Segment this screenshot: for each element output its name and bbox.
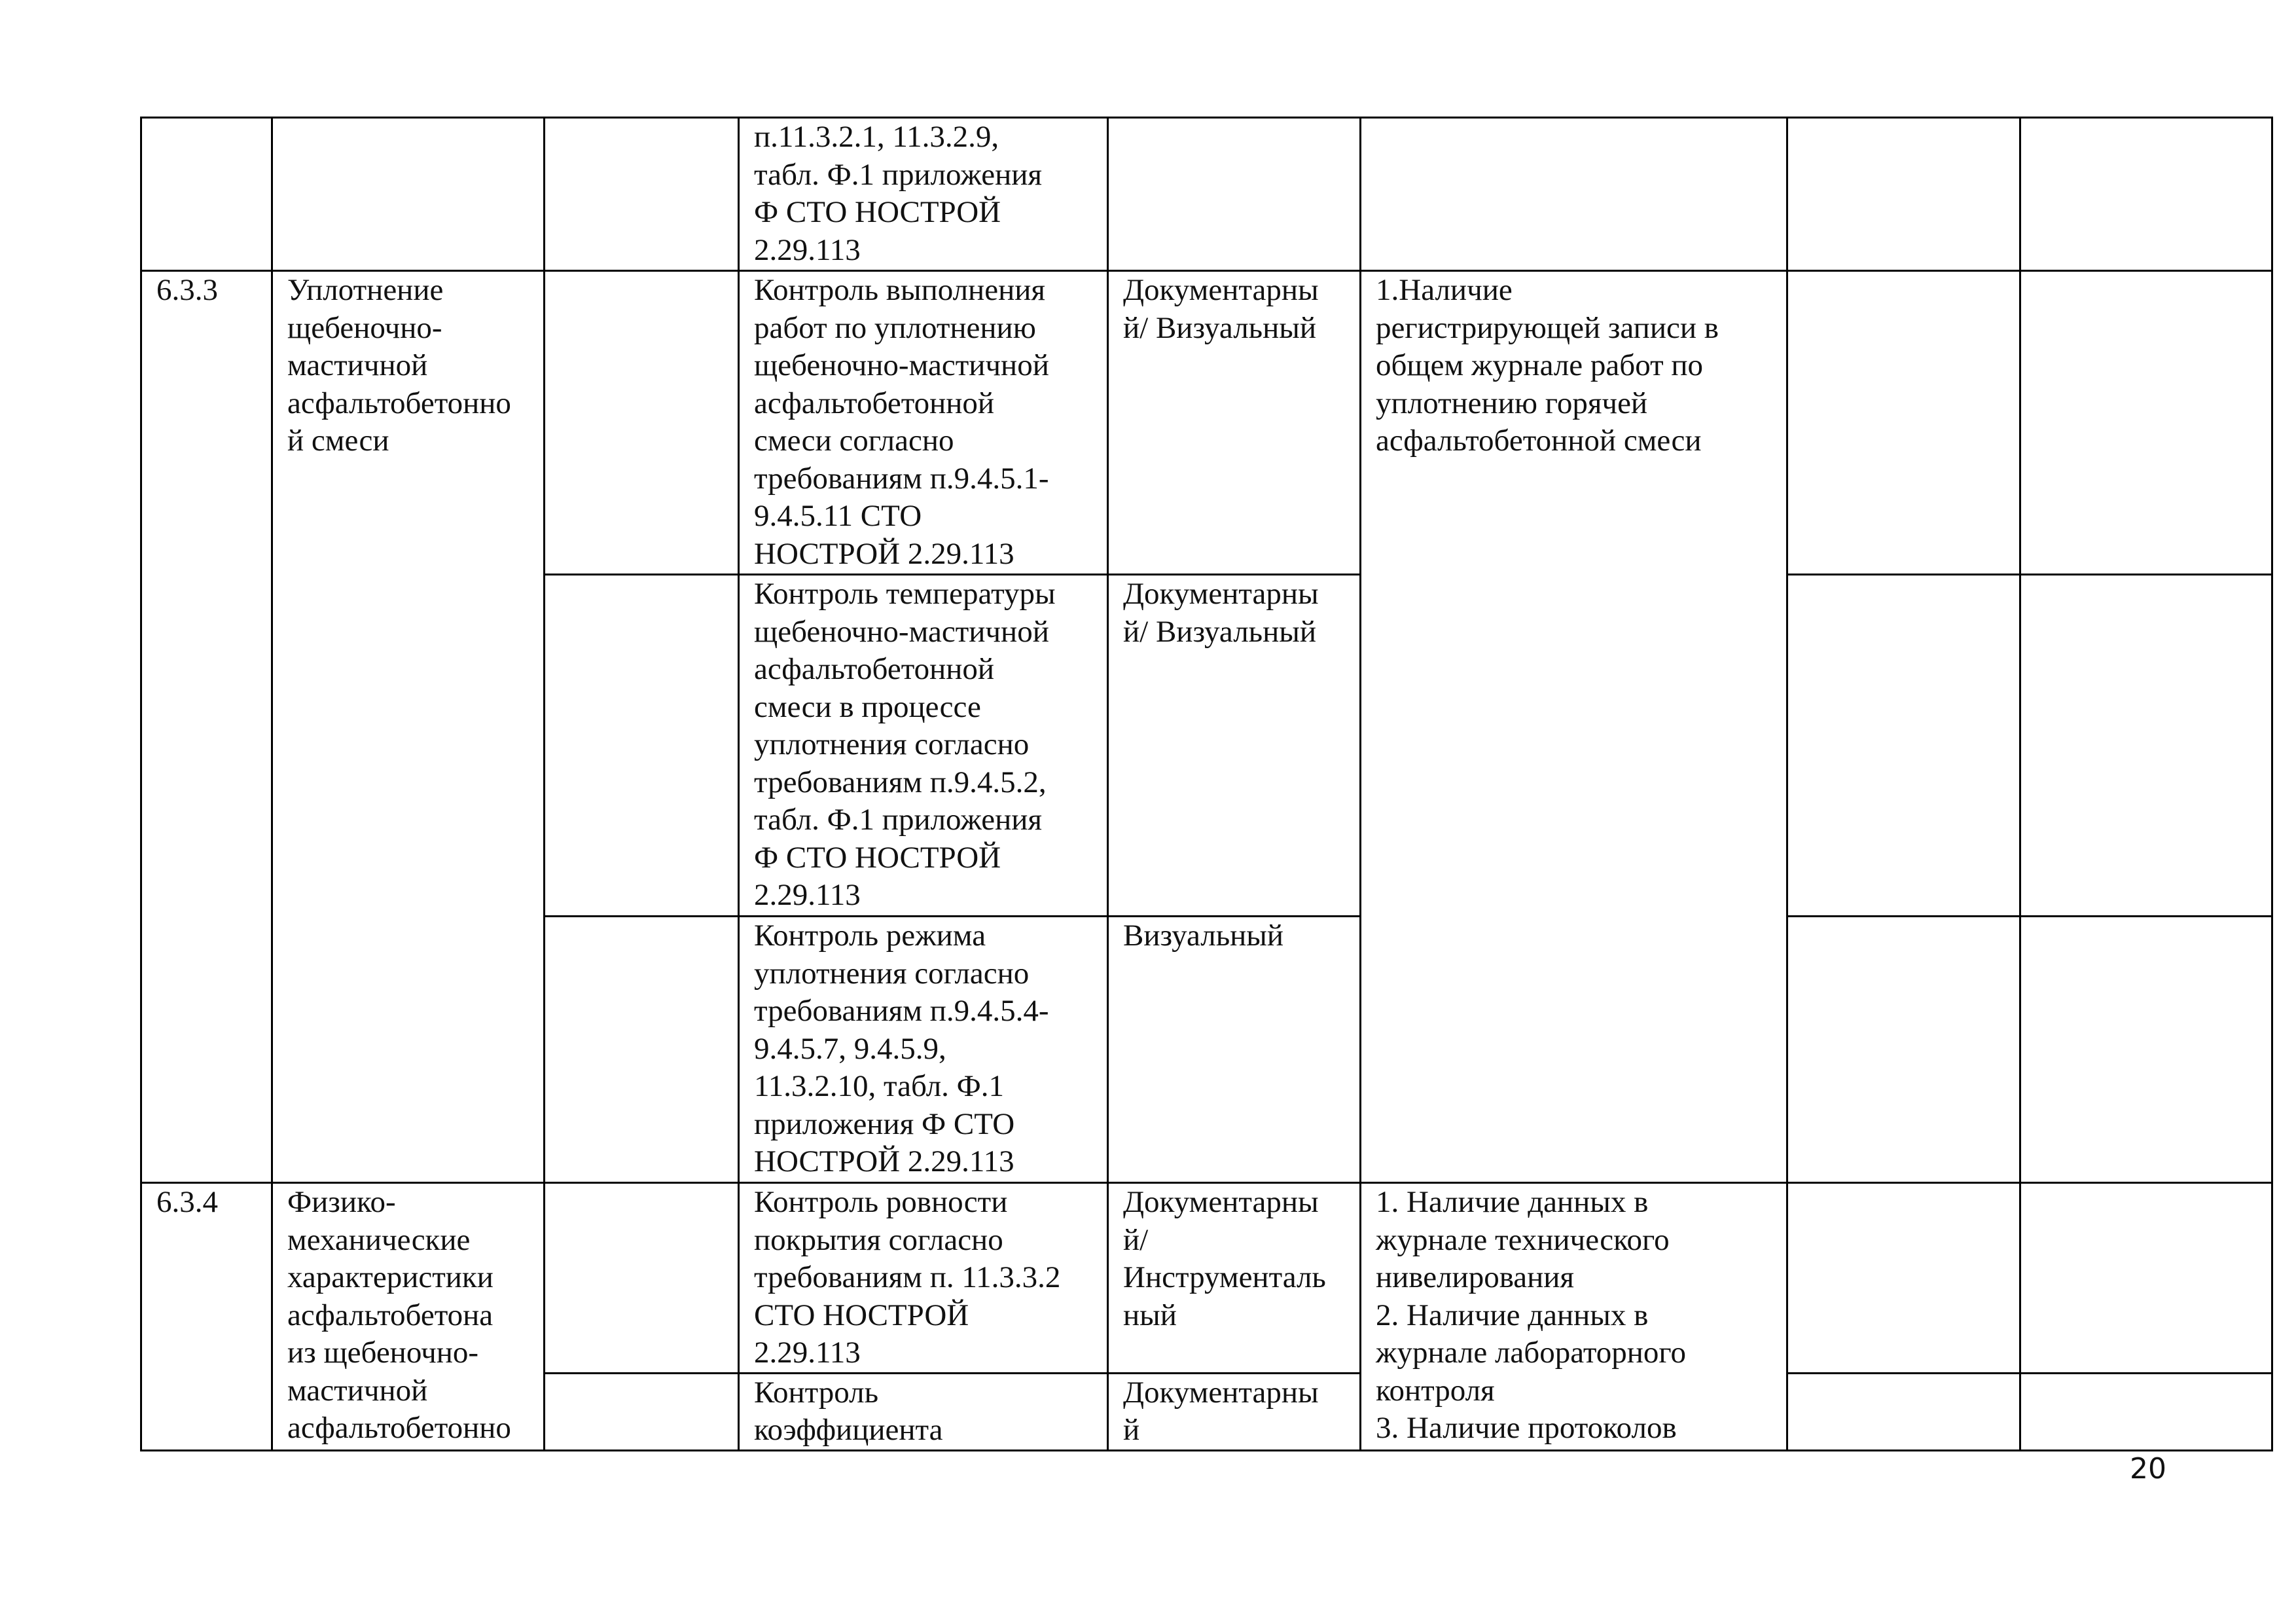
section-number: 6.3.4 (156, 1185, 218, 1219)
object-cell (545, 271, 739, 575)
requirement-cell (739, 118, 1108, 271)
number-cell (141, 271, 272, 1183)
evidence-cell (1361, 118, 1787, 271)
note-cell (2020, 1373, 2272, 1450)
control-table (140, 117, 2273, 1451)
note-cell (2020, 917, 2272, 1183)
requirement-cell (739, 271, 1108, 575)
result-cell (1787, 1183, 2020, 1374)
method-text: Документарны й/ Визуальный (1123, 577, 1319, 649)
method-cell (1108, 575, 1361, 917)
section-number: 6.3.3 (156, 273, 218, 307)
method-text: Документарны й (1123, 1375, 1319, 1447)
evidence-cell (1361, 1183, 1787, 1451)
stage-cell (272, 118, 545, 271)
method-text: Документарны й/ Визуальный (1123, 273, 1319, 345)
method-cell (1108, 271, 1361, 575)
object-cell (545, 917, 739, 1183)
method-text: Документарны й/ Инструменталь ный (1123, 1185, 1326, 1332)
object-cell (545, 1183, 739, 1374)
method-cell (1108, 1373, 1361, 1450)
method-cell (1108, 1183, 1361, 1374)
note-cell (2020, 1183, 2272, 1374)
requirement-text: Контроль режима уплотнения согласно требованиям п.9.4.5.4- 9.4.5.7, 9.4.5.9, 11.3.2.10, табл. Ф.1 приложения Ф СТО НОСТРОЙ 2.29.113 (754, 919, 1049, 1178)
object-cell (545, 575, 739, 917)
object-cell (545, 118, 739, 271)
result-cell (1787, 917, 2020, 1183)
requirement-cell (739, 1183, 1108, 1374)
stage-text: Уплотнение щебеночно- мастичной асфальтобетонно й смеси (287, 273, 511, 458)
requirement-text: Контроль ровности покрытия согласно требованиям п. 11.3.3.2 СТО НОСТРОЙ 2.29.113 (754, 1185, 1061, 1370)
note-cell (2020, 271, 2272, 575)
number-cell (141, 118, 272, 271)
requirement-text: Контроль коэффициента (754, 1375, 943, 1447)
requirement-cell (739, 1373, 1108, 1450)
requirement-text: Контроль выполнения работ по уплотнению щебеночно-мастичной асфальтобетонной смеси согласно требованиям п.9.4.5.1- 9.4.5.11 СТО НОСТРОЙ 2.29.113 (754, 273, 1049, 571)
method-cell (1108, 917, 1361, 1183)
table-row (141, 1183, 2272, 1374)
evidence-text: 1. Наличие данных в журнале технического нивелирования 2. Наличие данных в журнале лабораторного контроля 3. Наличие протоколов (1376, 1185, 1687, 1445)
note-cell (2020, 118, 2272, 271)
result-cell (1787, 118, 2020, 271)
result-cell (1787, 1373, 2020, 1450)
requirement-text: Контроль температуры щебеночно-мастичной асфальтобетонной смеси в процессе уплотнения согласно требованиям п.9.4.5.2, табл. Ф.1 приложения Ф СТО НОСТРОЙ 2.29.113 (754, 577, 1056, 912)
result-cell (1787, 575, 2020, 917)
table-row (141, 271, 2272, 575)
stage-cell (272, 271, 545, 1183)
requirement-text: п.11.3.2.1, 11.3.2.9, табл. Ф.1 приложения Ф СТО НОСТРОЙ 2.29.113 (754, 120, 1043, 267)
page-number: 20 (2130, 1452, 2166, 1486)
requirement-cell (739, 917, 1108, 1183)
stage-text: Физико- механические характеристики асфальтобетона из щебеночно- мастичной асфальтобетонно (287, 1185, 511, 1445)
note-cell (2020, 575, 2272, 917)
object-cell (545, 1373, 739, 1450)
number-cell (141, 1183, 272, 1451)
method-cell (1108, 118, 1361, 271)
evidence-text: 1.Наличие регистрирующей записи в общем журнале работ по уплотнению горячей асфальтобетонной смеси (1376, 273, 1719, 458)
table-row (141, 118, 2272, 271)
requirement-cell (739, 575, 1108, 917)
method-text: Визуальный (1123, 919, 1284, 953)
stage-cell (272, 1183, 545, 1451)
result-cell (1787, 271, 2020, 575)
evidence-cell (1361, 271, 1787, 1183)
